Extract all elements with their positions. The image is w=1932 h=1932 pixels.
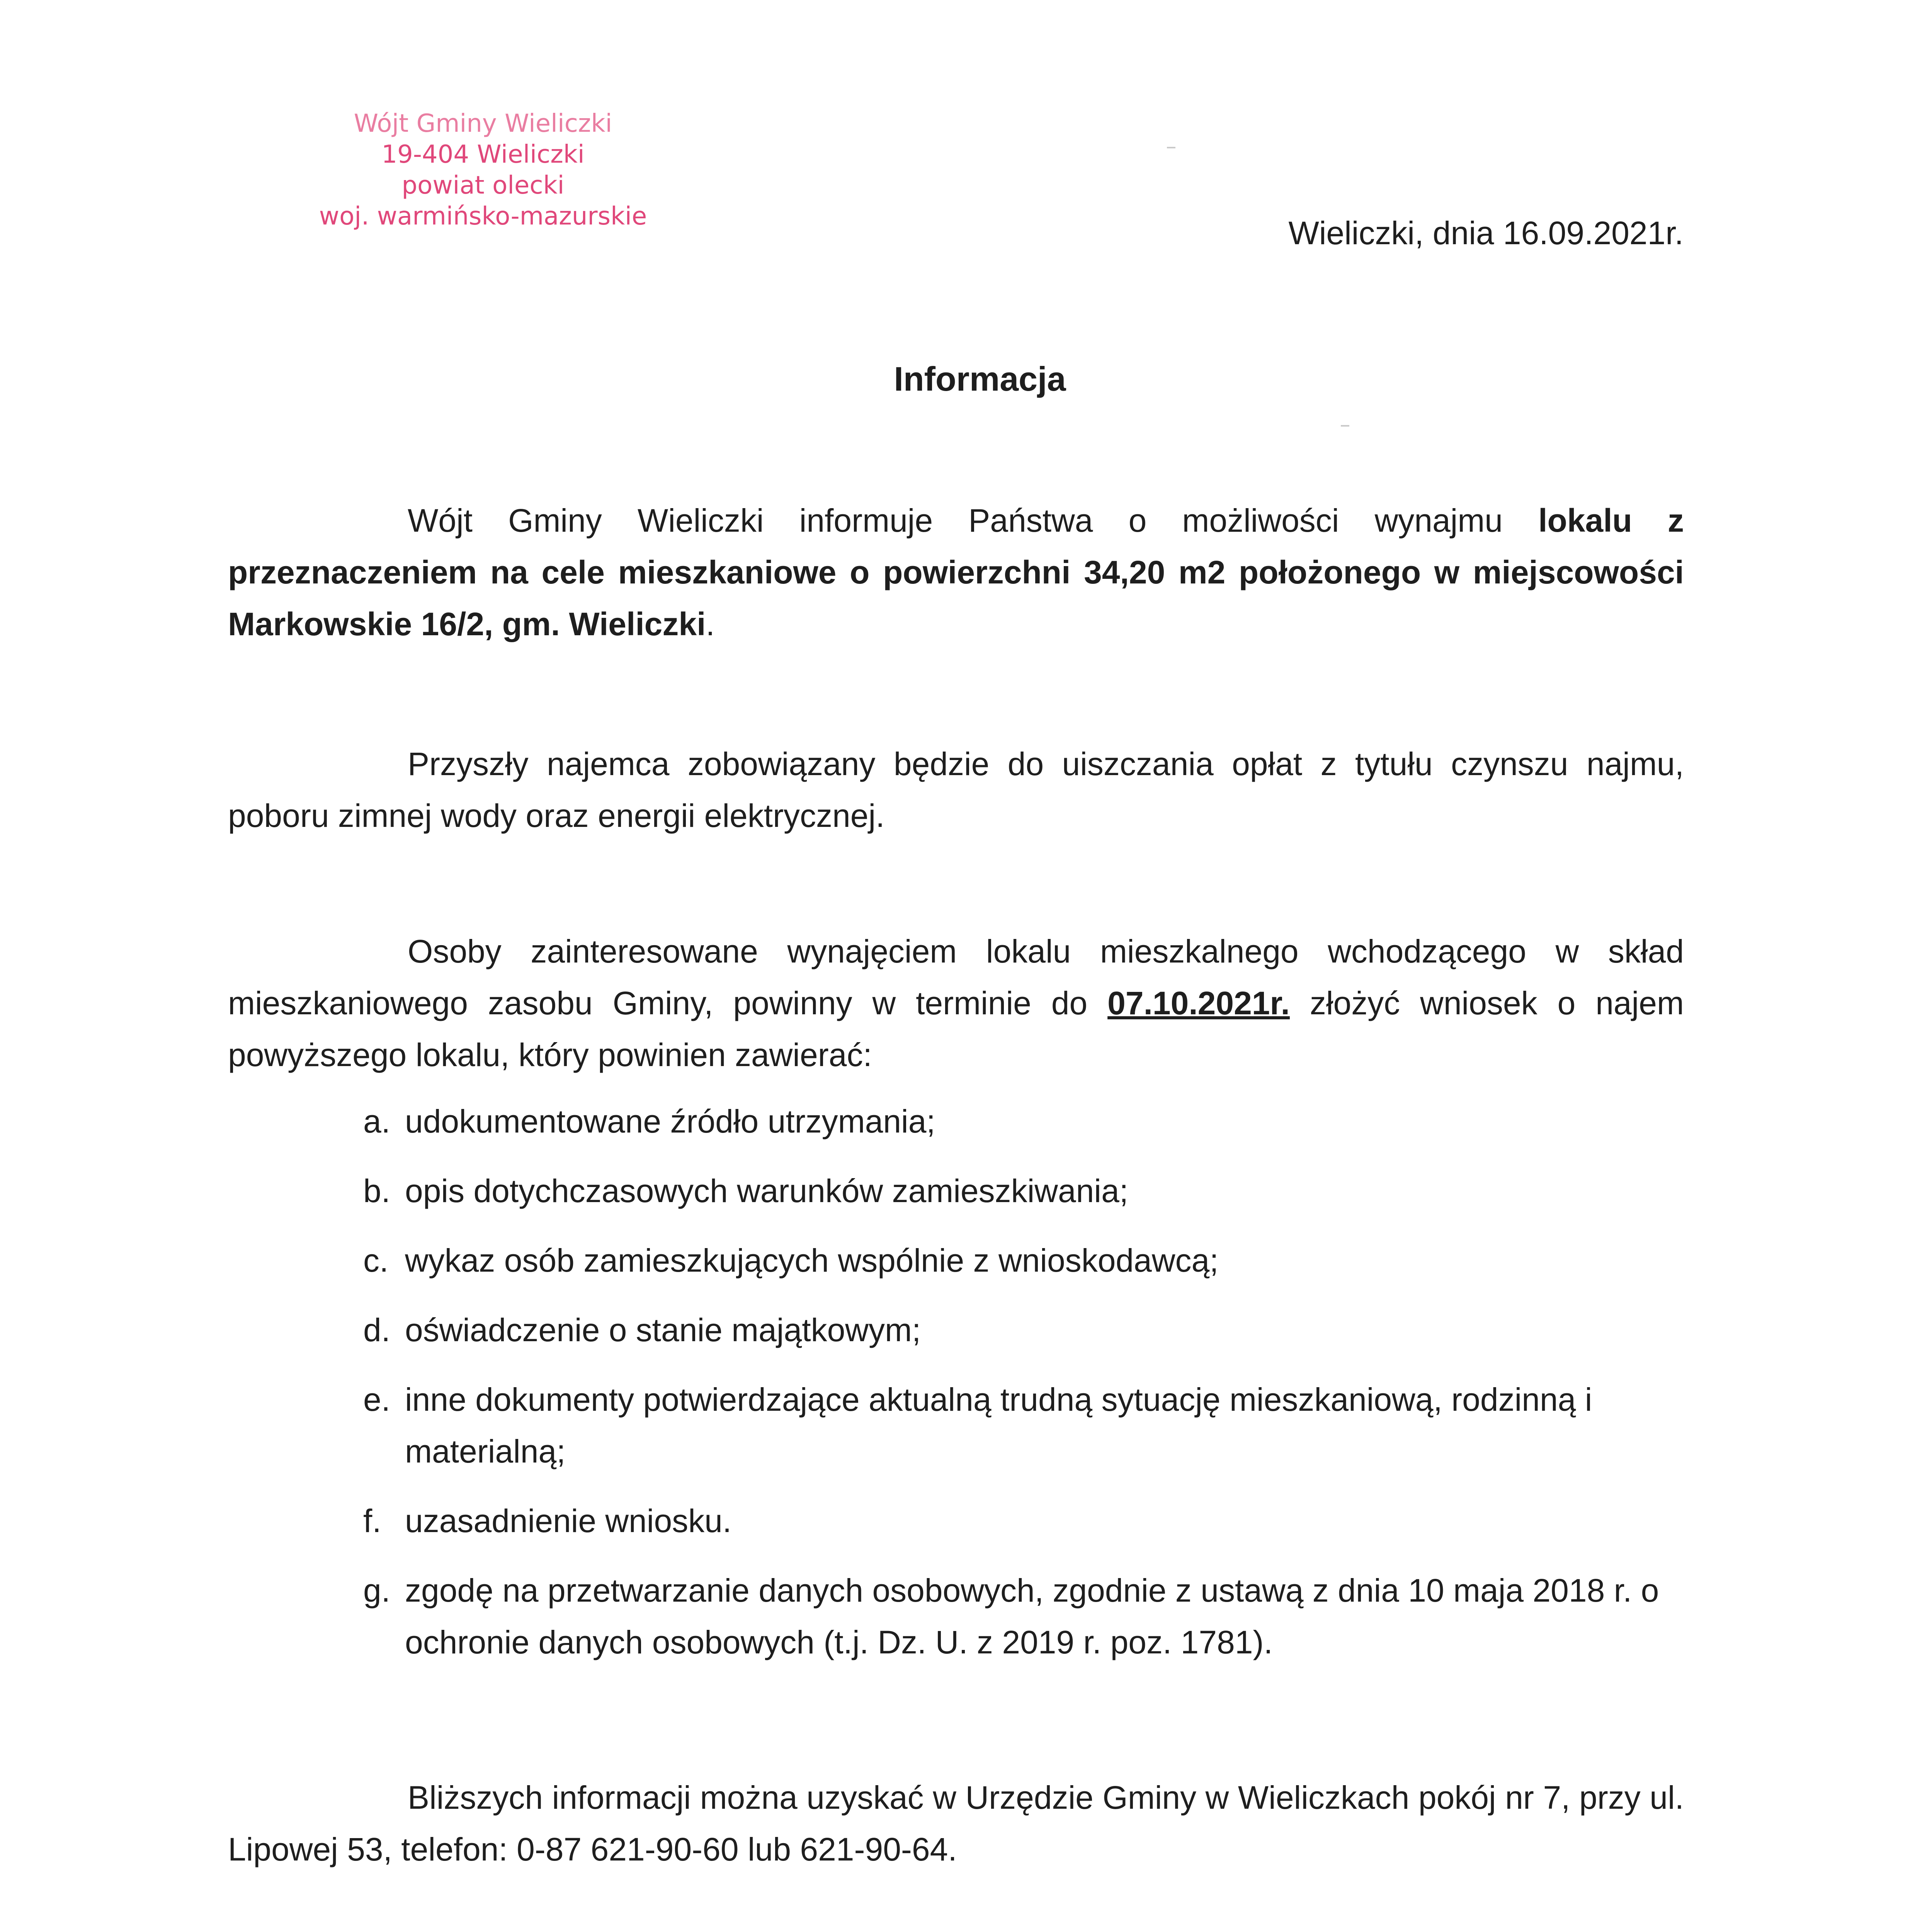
- list-item: b. opis dotychczasowych warunków zamieszkiwania;: [363, 1173, 1129, 1209]
- stamp-line: Wójt Gminy Wieliczki: [354, 109, 612, 138]
- contact-text: Bliższych informacji można uzyskać w Urzędzie Gminy w Wieliczkach pokój nr 7, przy ul. Lipowej 53, telefon: 0-87 621-90-60 lub 621-90-64.: [228, 1779, 1684, 1867]
- deadline-date: 07.10.2021r.: [1107, 985, 1290, 1021]
- document-title: Informacja: [894, 360, 1066, 398]
- scan-mark: [1167, 147, 1175, 148]
- offer-intro: Wójt Gminy Wieliczki informuje Państwa o możliwości wynajmu: [408, 502, 1503, 539]
- offer-details: lokalu z przeznaczeniem na cele mieszkaniowe o powierzchni 34,20 m2 położonego w miejscowości Markowskie 16/2, gm. Wieliczki: [228, 502, 1684, 642]
- document-date: Wieliczki, dnia 16.09.2021r.: [1288, 215, 1684, 251]
- list-item: g. zgodę na przetwarzanie danych osobowych, zgodnie z ustawą z dnia 10 maja 2018 r. o ochronie danych osobowych (t.j. Dz. U. z 2019 r. poz. 1781).: [363, 1572, 1659, 1660]
- list-item: d. oświadczenie o stanie majątkowym;: [363, 1312, 921, 1348]
- paragraph-contact: [228, 1772, 1684, 1875]
- list-item: e. inne dokumenty potwierdzające aktualną trudną sytuację mieszkaniową, rodzinną i materialną;: [363, 1381, 1592, 1469]
- stamp-line: woj. warmińsko-mazurskie: [319, 202, 647, 231]
- list-item: c. wykaz osób zamieszkujących wspólnie z wnioskodawcą;: [363, 1242, 1219, 1279]
- paragraph-offer: Wójt Gminy Wieliczki informuje Państwa o możliwości wynajmu lokalu z przeznaczeniem na cele mieszkaniowe o powierzchni 34,20 m2 położonego w miejscowości Markowskie 16/2, gm. Wieliczki.: [228, 502, 1684, 642]
- application-outro: złożyć wniosek o najem powyższego lokalu, który powinien zawierać:: [228, 985, 1684, 1073]
- paragraph-application: [228, 925, 1684, 1081]
- scan-mark: [1341, 425, 1349, 427]
- application-intro: Osoby zainteresowane wynajęciem lokalu mieszkalnego wchodzącego w skład mieszkaniowego zasobu Gminy, powinny w terminie do: [228, 933, 1684, 1021]
- list-item: f. uzasadnienie wniosku.: [363, 1503, 732, 1539]
- requirements-list: [363, 1095, 1684, 1686]
- stamp-line: 19-404 Wieliczki: [381, 140, 585, 169]
- list-item: a. udokumentowane źródło utrzymania;: [363, 1103, 935, 1139]
- fees-text: Przyszły najemca zobowiązany będzie do uiszczania opłat z tytułu czynszu najmu, poboru zimnej wody oraz energii elektrycznej.: [228, 746, 1684, 834]
- office-stamp: [270, 108, 696, 232]
- paragraph-fees: [228, 738, 1684, 842]
- stamp-line: powiat olecki: [401, 171, 565, 200]
